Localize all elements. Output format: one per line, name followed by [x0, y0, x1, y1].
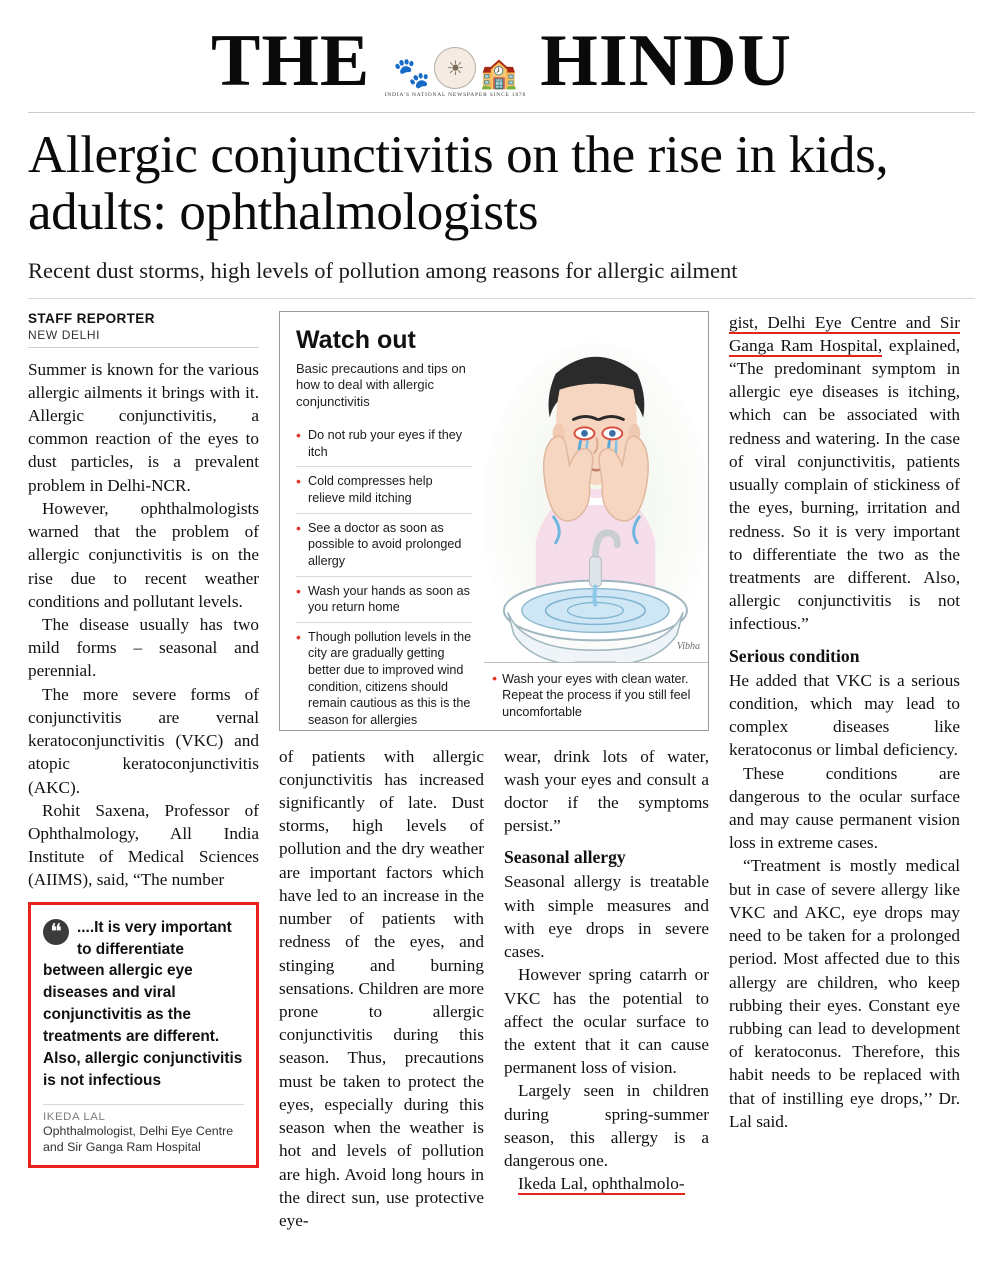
paragraph: He added that VKC is a serious condition, which may lead to complex diseases like keratoconus or limbal deficiency.: [729, 670, 960, 760]
article-columns: [28, 311, 975, 1233]
pull-quote-text: ....It is very important to differentiate between allergic eye diseases and viral conjunctivitis as the treatments are different. Also, allergic conjunctivitis is not infectious: [43, 918, 243, 1089]
paragraph: Largely seen in children during spring-summer season, this allergy is a dangerous one.: [504, 1081, 709, 1171]
quote-mark-icon: ❝: [43, 919, 69, 945]
infographic-intro: Basic precautions and tips on how to deal with allergic conjunctivitis: [296, 360, 466, 410]
subhead-divider: [28, 298, 975, 299]
page-title: Allergic conjunctivitis on the rise in kids, adults: ophthalmologists: [28, 126, 889, 242]
masthead: [28, 18, 975, 102]
paragraph: Rohit Saxena, Professor of Ophthalmology, All India Institute of Medical Sciences (AIIMS), said, “The number: [28, 800, 259, 890]
highlighted-text: gist, Delhi Eye Centre and Sir Ganga Ram Hospital,: [729, 312, 960, 355]
pull-quote: [28, 902, 259, 1169]
masthead-tagline: INDIA'S NATIONAL NEWSPAPER SINCE 1878: [384, 92, 526, 98]
sun-emblem-icon: ☀: [434, 47, 476, 89]
paragraph: Summer is known for the various allergic ailments it brings with it. Allergic conjunctivitis, a common reaction of the eyes to dust particles, is a prevalent problem in Delhi-NCR.: [28, 359, 259, 495]
list-item: • Cold compresses help relieve mild itching: [296, 467, 472, 513]
list-item: • Though pollution levels in the city are gradually getting better due to improved wind condition, citizens should remain cautious as this is the season for allergies: [296, 623, 472, 731]
infographic-caption: • Wash your eyes with clean water. Repeat the process if you still feel uncomfortable: [484, 662, 708, 730]
infographic-illustration-panel: [484, 312, 708, 730]
illustration-signature: Vibha: [676, 640, 700, 652]
section-heading-seasonal-allergy: Seasonal allergy: [504, 847, 626, 868]
paragraph: “Treatment is mostly medical but in case of severe allergy like VKC and AKC, eye drops may need to be taken for a prolonged period. Most affected due to this allergy are children, who keep rubbing their eyes. Constant eye rubbing can lead to development of keratoconus. Therefore, this habit needs to be replaced with that of instilling eye drops,’’ Dr. Lal said.: [729, 856, 960, 1131]
paragraph: These conditions are dangerous to the ocular surface and may cause permanent vision loss in extreme cases.: [729, 763, 960, 853]
paragraph: of patients with allergic conjunctivitis has increased significantly of late. Dust storms, high levels of pollution and the dry weather are important factors which have led to an increase in the number of patients with redness of the eyes, and stinging and burning sensations. Children are more prone to allergic conjunctivitis during this season. Thus, precautions must be taken to protect the eyes, especially during this season when the weather is hot and levels of pollution are high. Avoid long hours in the direct sun, use protective eye-: [279, 746, 484, 1230]
masthead-emblem: [380, 24, 530, 98]
masthead-word-hindu: HINDU: [540, 19, 792, 102]
paragraph: However spring catarrh or VKC has the potential to affect the ocular surface to the extent that it can cause permanent loss of vision.: [504, 965, 709, 1078]
column-4: [729, 311, 960, 1133]
middle-lower-columns: [279, 745, 709, 1233]
infographic-tip-list: [296, 421, 472, 730]
dateline: NEW DELHI: [28, 328, 259, 348]
paragraph: [504, 1172, 709, 1195]
pull-quote-role: Ophthalmologist, Delhi Eye Centre and Sir Ganga Ram Hospital: [43, 1123, 234, 1154]
paragraph-continued: explained, “The predominant symptom in allergic eye diseases is itching, which can be associated with redness and watering. In the case of viral conjunctivitis, patients usually complain of stickiness of the eyes, burning, irritation and redness. So it is very important to differentiate the two as the treatments are different. Also, allergic conjunctivitis is not infectious.”: [729, 335, 961, 634]
temple-emblem-icon: 🏫: [480, 57, 518, 90]
list-item: • See a doctor as soon as possible to avoid prolonged allergy: [296, 514, 472, 577]
lion-emblem-icon: 🐾: [392, 57, 431, 90]
column-3: [504, 745, 709, 1233]
column-1: [28, 311, 259, 1169]
pull-quote-author: IKEDA LAL: [43, 1104, 244, 1123]
paragraph: Seasonal allergy is treatable with simple measures and with eye drops in severe cases.: [504, 872, 709, 962]
paragraph: The disease usually has two mild forms – seasonal and perennial.: [28, 615, 259, 681]
column-middle: [279, 311, 709, 1233]
masthead-divider: [28, 112, 975, 113]
list-item: • Wash your hands as soon as you return home: [296, 577, 472, 623]
byline: STAFF REPORTER: [28, 310, 155, 326]
paragraph: wear, drink lots of water, wash your eyes and consult a doctor if the symptoms persist.”: [504, 746, 709, 836]
section-heading-serious-condition: Serious condition: [729, 645, 860, 666]
masthead-word-the: THE: [211, 19, 371, 102]
highlighted-text: Ikeda Lal, ophthalmolo-: [518, 1174, 685, 1194]
paragraph: [729, 311, 960, 636]
paragraph: However, ophthalmologists warned that the problem of allergic conjunctivitis is on the rise due to recent weather conditions and pollutant levels.: [28, 498, 259, 611]
infographic-watch-out: [279, 311, 709, 731]
infographic-text-panel: [280, 312, 484, 730]
list-item: • Do not rub your eyes if they itch: [296, 421, 472, 467]
infographic-title: Watch out: [296, 325, 416, 354]
column-2: [279, 745, 484, 1233]
paragraph: The more severe forms of conjunctivitis are vernal keratoconjunctivitis (VKC) and atopic keratoconjunctivitis (AKC).: [28, 684, 259, 797]
article-subhead: Recent dust storms, high levels of pollution among reasons for allergic ailment: [28, 258, 738, 284]
